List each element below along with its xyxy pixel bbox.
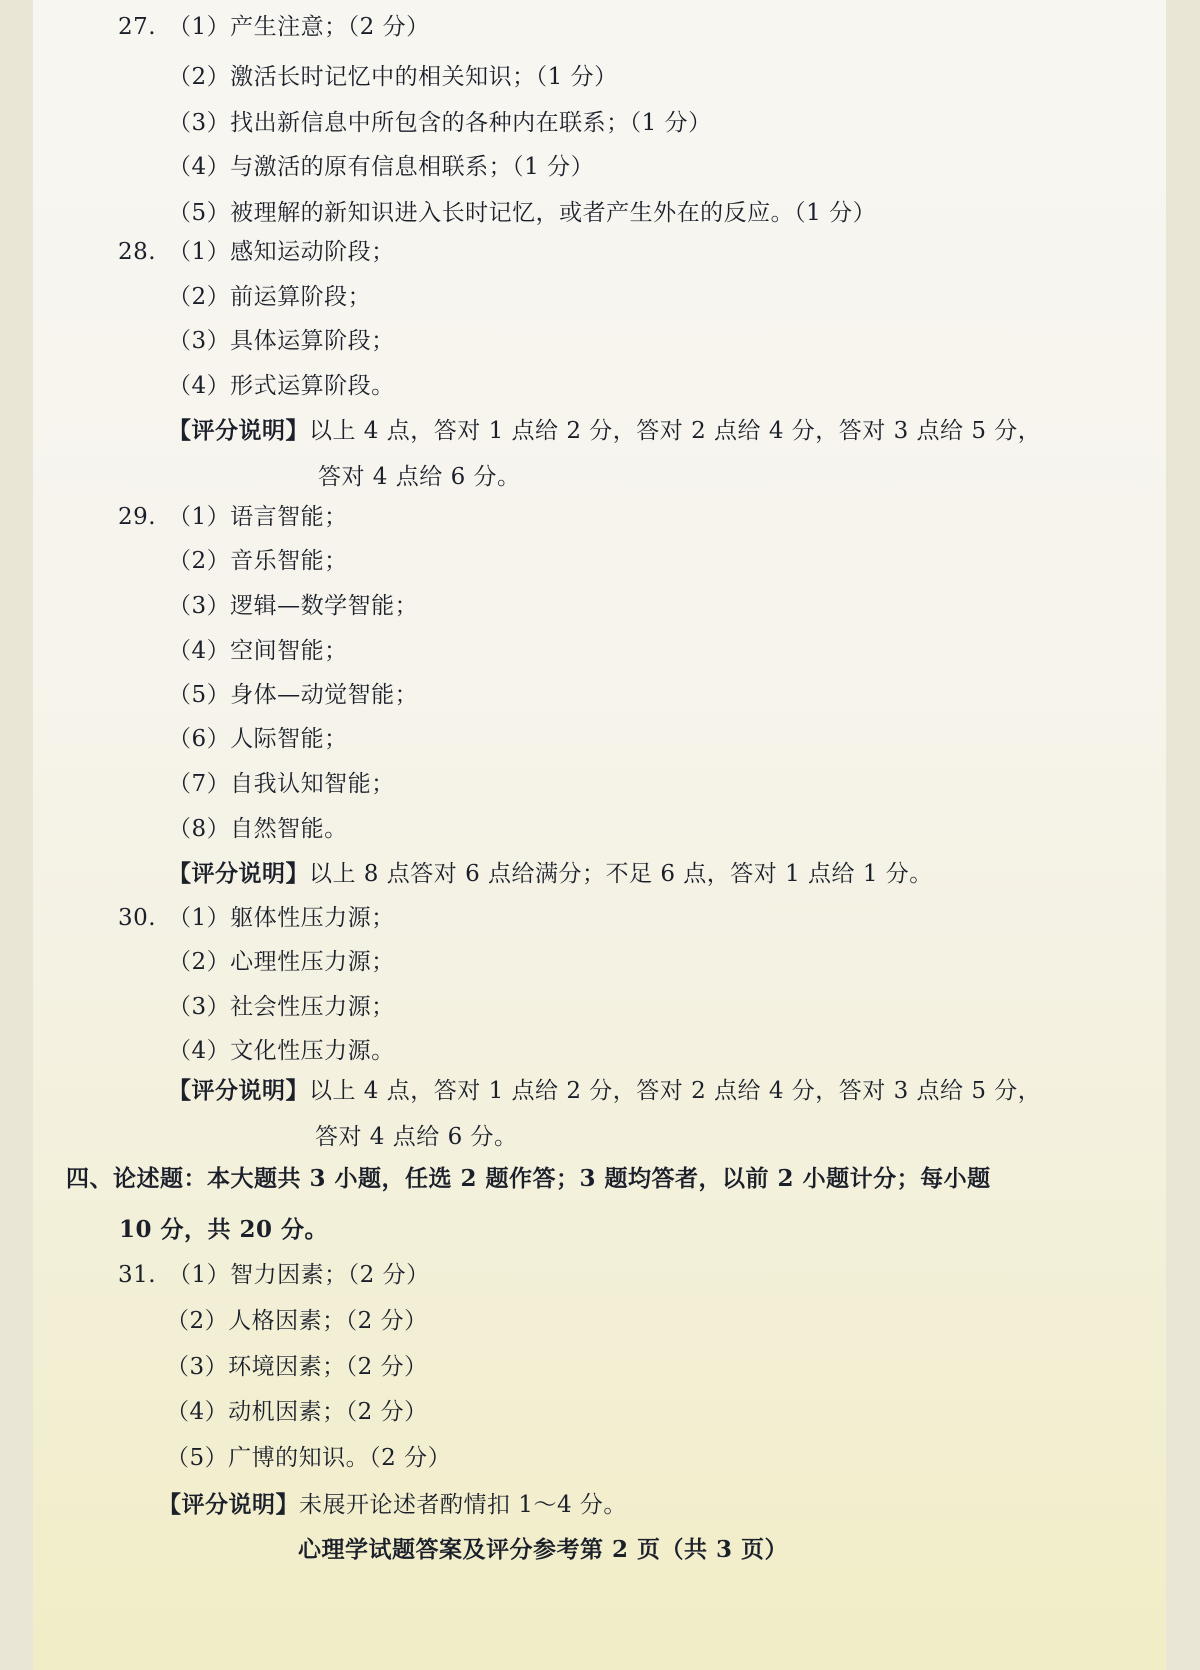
q30-scoring-note: 【评分说明】以上 4 点，答对 1 点给 2 分，答对 2 点给 4 分，答对 3 点给 5 分， bbox=[168, 1077, 1042, 1104]
q31-scoring-note: 【评分说明】未展开论述者酌情扣 1～4 分。 bbox=[158, 1491, 627, 1518]
q31-item-2: （2）人格因素；（2 分） bbox=[166, 1308, 428, 1334]
scoring-label: 【评分说明】 bbox=[168, 1077, 309, 1104]
q31-item-1: 31. （1）智力因素；（2 分） bbox=[118, 1262, 430, 1288]
q29-item-1: 29. （1）语言智能； bbox=[118, 504, 348, 530]
q30-item-3: （3）社会性压力源； bbox=[168, 994, 395, 1020]
q30-item-1: 30. （1）躯体性压力源； bbox=[118, 905, 395, 931]
q28-item-1: 28. （1）感知运动阶段； bbox=[118, 239, 395, 265]
q29-item-7: （7）自我认知智能； bbox=[168, 771, 395, 797]
q31-item-3: （3）环境因素；（2 分） bbox=[166, 1354, 428, 1380]
q29-item-8: （8）自然智能。 bbox=[168, 816, 348, 842]
scoring-label: 【评分说明】 bbox=[168, 417, 309, 444]
q29-item-2: （2）音乐智能； bbox=[168, 548, 348, 574]
q29-item-6: （6）人际智能； bbox=[168, 726, 348, 752]
question-number: 27. bbox=[118, 14, 157, 40]
q29-item-4: （4）空间智能； bbox=[168, 638, 348, 664]
scoring-label: 【评分说明】 bbox=[168, 860, 309, 887]
question-number: 28. bbox=[118, 239, 157, 265]
q30-scoring-note-cont: 答对 4 点给 6 分。 bbox=[315, 1124, 518, 1150]
q29-item-5: （5）身体—动觉智能； bbox=[168, 682, 419, 708]
q28-item-4: （4）形式运算阶段。 bbox=[168, 373, 395, 399]
q30-item-4: （4）文化性压力源。 bbox=[168, 1038, 395, 1064]
q28-item-2: （2）前运算阶段； bbox=[168, 284, 372, 310]
q28-scoring-note-cont: 答对 4 点给 6 分。 bbox=[318, 464, 521, 490]
q29-scoring-note: 【评分说明】以上 8 点答对 6 点给满分；不足 6 点，答对 1 点给 1 分。 bbox=[168, 860, 933, 887]
q30-item-2: （2）心理性压力源； bbox=[168, 949, 395, 975]
question-number: 31. bbox=[118, 1262, 157, 1288]
question-number: 29. bbox=[118, 504, 157, 530]
scoring-label: 【评分说明】 bbox=[158, 1491, 299, 1518]
q27-item-1: 27. （1）产生注意；（2 分） bbox=[118, 14, 430, 40]
q29-item-3: （3）逻辑—数学智能； bbox=[168, 593, 419, 619]
question-number: 30. bbox=[118, 905, 157, 931]
section-heading: 四、论述题：本大题共 3 小题，任选 2 题作答；3 题均答者，以前 2 小题计分；每小题 bbox=[66, 1165, 991, 1192]
q27-item-5: （5）被理解的新知识进入长时记忆，或者产生外在的反应。（1 分） bbox=[168, 200, 877, 226]
q27-item-3: （3）找出新信息中所包含的各种内在联系；（1 分） bbox=[168, 110, 712, 136]
q27-item-4: （4）与激活的原有信息相联系；（1 分） bbox=[168, 154, 595, 180]
q28-item-3: （3）具体运算阶段； bbox=[168, 328, 395, 354]
q31-item-5: （5）广博的知识。（2 分） bbox=[166, 1445, 452, 1471]
q31-item-4: （4）动机因素；（2 分） bbox=[166, 1399, 428, 1425]
q27-item-2: （2）激活长时记忆中的相关知识；（1 分） bbox=[168, 64, 618, 90]
q28-scoring-note: 【评分说明】以上 4 点，答对 1 点给 2 分，答对 2 点给 4 分，答对 3 点给 5 分， bbox=[168, 417, 1042, 444]
document-page bbox=[33, 0, 1166, 1670]
section-heading-cont: 10 分，共 20 分。 bbox=[119, 1216, 329, 1243]
page-footer: 心理学试题答案及评分参考第 2 页（共 3 页） bbox=[298, 1536, 789, 1563]
